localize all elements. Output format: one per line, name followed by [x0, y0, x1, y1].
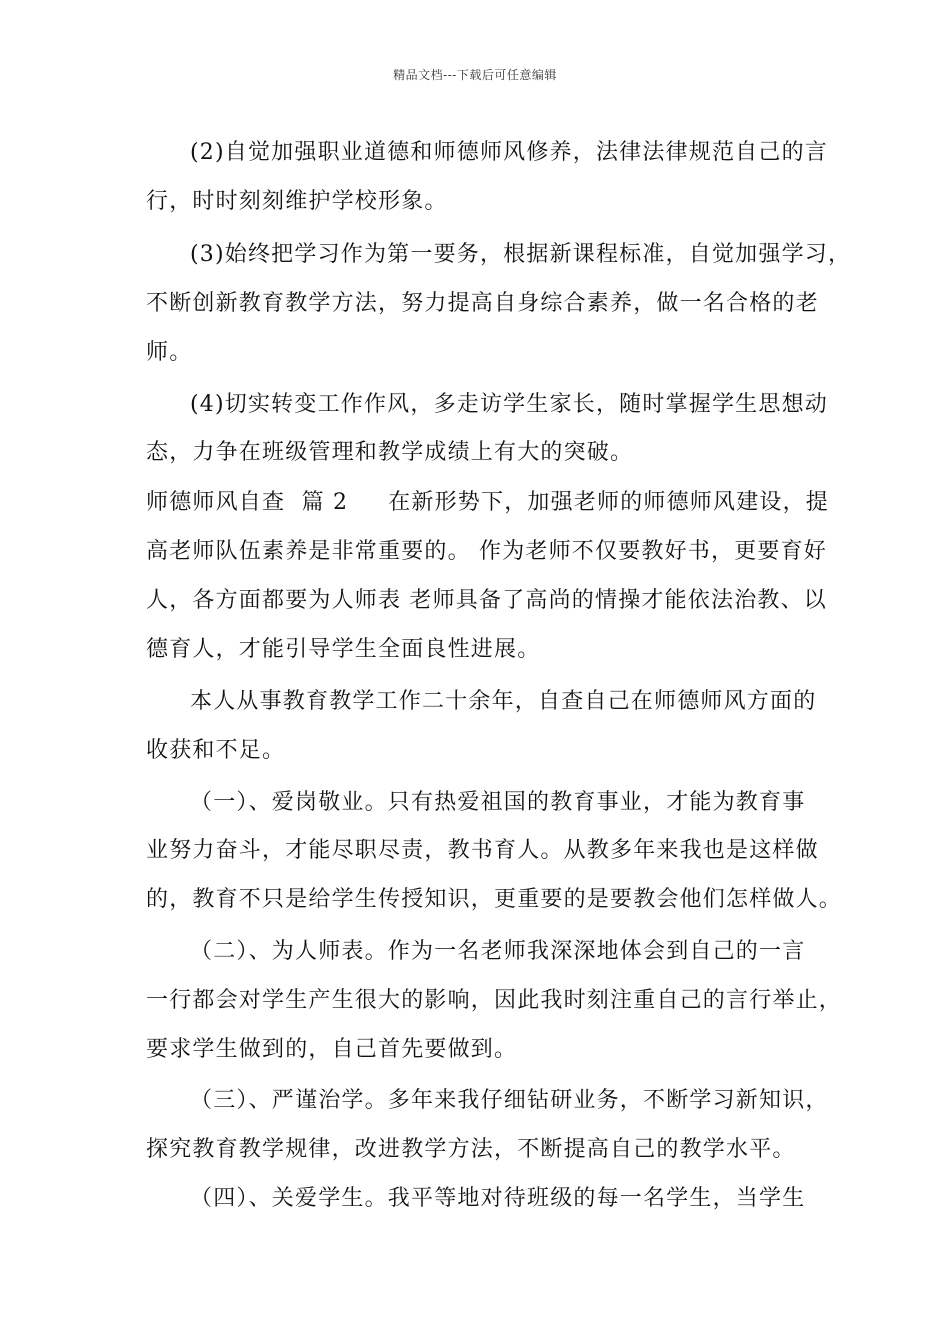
paragraph-line: （四）、关爱学生。我平等地对待班级的每一名学生，当学生: [190, 1186, 806, 1211]
paragraph-line: 人，各方面都要为人师表 老师具备了高尚的情操才能依法治教、以: [146, 588, 827, 613]
paragraph-line: 业努力奋斗，才能尽职尽责，教书育人。从教多年来我也是这样做: [146, 838, 819, 863]
page-header: 精品文档---下载后可任意编辑: [393, 68, 557, 82]
paragraph-line: 高老师队伍素养是非常重要的。 作为老师不仅要教好书，更要育好: [146, 539, 827, 564]
paragraph-line: （一）、爱岗敬业。只有热爱祖国的教育事业，才能为教育事: [190, 790, 806, 815]
paragraph-line: 德育人，才能引导学生全面良性进展。: [146, 637, 541, 662]
paragraph-line: 一行都会对学生产生很大的影响，因此我时刻注重自己的言行举止，: [146, 988, 843, 1013]
paragraph-line: 的，教育不只是给学生传授知识，更重要的是要教会他们怎样做人。: [146, 887, 843, 912]
paragraph-line-end: 提: [805, 490, 829, 515]
paragraph-line: 态，力争在班级管理和教学成绩上有大的突破。: [146, 440, 634, 465]
paragraph-line: 本人从事教育教学工作二十余年，自查自己在师德师风方面的: [190, 689, 817, 714]
paragraph-line: (4)切实转变工作作风，多走访学生家长，随时掌握学生思想动: [190, 392, 828, 417]
paragraph-line: 收获和不足。: [146, 738, 286, 763]
section-title: 师德师风自查: [146, 490, 286, 515]
paragraph-line: （三）、严谨治学。多年来我仔细钻研业务，不断学习新知识，: [190, 1088, 829, 1113]
section-number: 篇 2: [301, 490, 349, 515]
paragraph-line: 行，时时刻刻维护学校形象。: [146, 189, 448, 214]
paragraph-line: 不断创新教育教学方法，努力提高自身综合素养，做一名合格的老: [146, 291, 819, 316]
paragraph-line: 师。: [146, 340, 193, 365]
paragraph-line: 要求学生做到的，自己首先要做到。: [146, 1037, 518, 1062]
paragraph-line: （二）、为人师表。作为一名老师我深深地体会到自己的一言: [190, 939, 806, 964]
paragraph-line: 探究教育教学规律，改进教学方法，不断提高自己的教学水平。: [146, 1137, 796, 1162]
paragraph-line: (3)始终把学习作为第一要务，根据新课程标准，自觉加强学习，: [190, 242, 852, 267]
section-intro: 在新形势下，加强老师的师德师风建设，: [388, 490, 806, 515]
section-heading-line: [146, 488, 829, 518]
paragraph-line: (2)自觉加强职业道德和师德师风修养，法律法律规范自己的言: [190, 140, 828, 165]
